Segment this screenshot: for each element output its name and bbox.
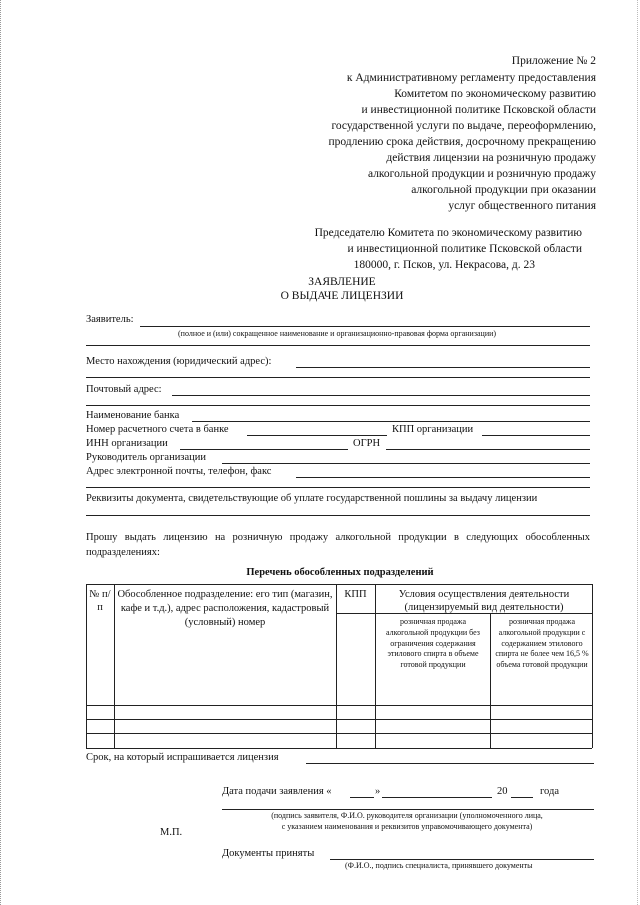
table-row-line: [86, 719, 592, 720]
accepted-hint: (Ф.И.О., подпись специалиста, принявшего документы: [345, 861, 533, 870]
ogrn-field[interactable]: [386, 449, 590, 450]
postal-field[interactable]: [172, 395, 590, 396]
appendix-line: алкогольной продукции и розничную продажу: [367, 168, 596, 180]
table-border-left: [86, 584, 87, 748]
cell-unlimited[interactable]: [376, 706, 490, 719]
date-day-field[interactable]: [350, 797, 374, 798]
account-field[interactable]: [247, 435, 387, 436]
fee-field[interactable]: [86, 515, 590, 516]
applicant-label: Заявитель:: [86, 314, 134, 325]
addressee-line: Председателю Комитета по экономическому развитию: [314, 227, 582, 239]
table-caption: Перечень обособленных подразделений: [246, 567, 434, 578]
applicant-hint: (полное и (или) сокращенное наименование и организационно-правовая форма организации): [178, 329, 497, 338]
request-paragraph: Прошу выдать лицензию на розничную продажу алкогольной продукции в следующих обособленных подразделениях:: [86, 532, 590, 558]
appendix-line: к Административному регламенту предоставления: [346, 72, 596, 84]
appendix-line: услуг общественного питания: [448, 200, 596, 212]
col-header-unit: Обособленное подразделение: его тип (магазин, кафе и т.д.), адрес расположения, кадастровый (условный) номер: [117, 589, 333, 628]
accepted-label: Документы приняты: [222, 848, 315, 859]
document-subtitle: О ВЫДАЧЕ ЛИЦЕНЗИИ: [280, 290, 404, 302]
cell-number[interactable]: [87, 706, 114, 719]
col-header-number: № п/п: [89, 589, 111, 613]
appendix-line: государственной услуги по выдаче, переоформлению,: [331, 120, 596, 132]
date-month-field[interactable]: [382, 797, 492, 798]
fee-label: Реквизиты документа, свидетельствующие об уплате государственной пошлины за выдачу лицензии: [86, 493, 538, 504]
appendix-line: продлению срока действия, досрочному прекращению: [328, 136, 596, 148]
table-col-line: [114, 584, 115, 748]
col-header-kpp: КПП: [344, 589, 367, 600]
subheader-unlimited: розничная продажа алкогольной продукции без ограничения содержания этилового спирта в объеме готовой продукции: [386, 617, 480, 670]
signature-hint-2: с указанием наименования и реквизитов управомочивающего документа): [281, 822, 533, 831]
year-suffix: года: [540, 786, 559, 797]
location-label: Место нахождения (юридический адрес):: [86, 356, 272, 367]
inn-label: ИНН организации: [86, 438, 168, 449]
location-field[interactable]: [296, 367, 590, 368]
date-year-field[interactable]: [511, 797, 533, 798]
table-border-top: [86, 584, 592, 585]
addressee-line: 180000, г. Псков, ул. Некрасова, д. 23: [353, 259, 535, 271]
head-label: Руководитель организации: [86, 452, 206, 463]
appendix-line: действия лицензии на розничную продажу: [386, 152, 596, 164]
date-mid: »: [375, 786, 381, 797]
appendix-line: алкогольной продукции при оказании: [411, 184, 596, 196]
postal-label: Почтовый адрес:: [86, 384, 162, 395]
inn-field[interactable]: [180, 449, 348, 450]
date-prefix: Дата подачи заявления «: [222, 786, 332, 797]
appendix-line: Приложение № 2: [511, 55, 596, 67]
cell-limited[interactable]: [491, 706, 592, 719]
document-title: ЗАЯВЛЕНИЕ: [308, 276, 376, 288]
appendix-line: Комитетом по экономическому развитию: [394, 88, 596, 100]
bank-field[interactable]: [192, 421, 590, 422]
addressee-line: и инвестиционной политике Псковской области: [347, 243, 582, 255]
email-field-cont[interactable]: [86, 487, 590, 488]
stamp-label: М.П.: [160, 827, 183, 838]
ogrn-label: ОГРН: [353, 438, 381, 449]
email-label: Адрес электронной почты, телефон, факс: [86, 466, 272, 477]
signature-field[interactable]: [222, 809, 594, 810]
accepted-field[interactable]: [330, 859, 594, 860]
year-prefix: 20: [497, 786, 508, 797]
applicant-field-cont[interactable]: [86, 345, 590, 346]
scan-edge-left: [0, 0, 3, 905]
table-col-line: [490, 613, 491, 748]
appendix-line: и инвестиционной политике Псковской области: [361, 104, 596, 116]
table-col-line: [336, 584, 337, 748]
table-border-bottom: [86, 748, 592, 749]
col-header-conditions: Условия осуществления деятельности (лицензируемый вид деятельности): [398, 589, 570, 613]
term-field[interactable]: [306, 763, 594, 764]
signature-hint-1: (подпись заявителя, Ф.И.О. руководителя организации (уполномоченного лица,: [271, 811, 543, 820]
kpp-field[interactable]: [482, 435, 590, 436]
scan-edge-right: [635, 0, 638, 905]
postal-field-cont[interactable]: [86, 405, 590, 406]
table-col-line: [375, 584, 376, 748]
kpp-label: КПП организации: [392, 424, 474, 435]
location-field-cont[interactable]: [86, 377, 590, 378]
head-field[interactable]: [222, 463, 590, 464]
account-label: Номер расчетного счета в банке: [86, 424, 229, 435]
table-row-line: [86, 733, 592, 734]
subheader-limited: розничная продажа алкогольной продукции с содержанием этилового спирта не более чем 16,5 % объема готовой продукции: [495, 617, 589, 670]
cell-unit[interactable]: [115, 706, 336, 719]
email-field[interactable]: [296, 477, 590, 478]
table-border-right: [592, 584, 593, 748]
cell-kpp[interactable]: [337, 706, 375, 719]
applicant-field[interactable]: [140, 326, 590, 327]
term-label: Срок, на который испрашивается лицензия: [86, 752, 279, 763]
bank-label: Наименование банка: [86, 410, 180, 421]
